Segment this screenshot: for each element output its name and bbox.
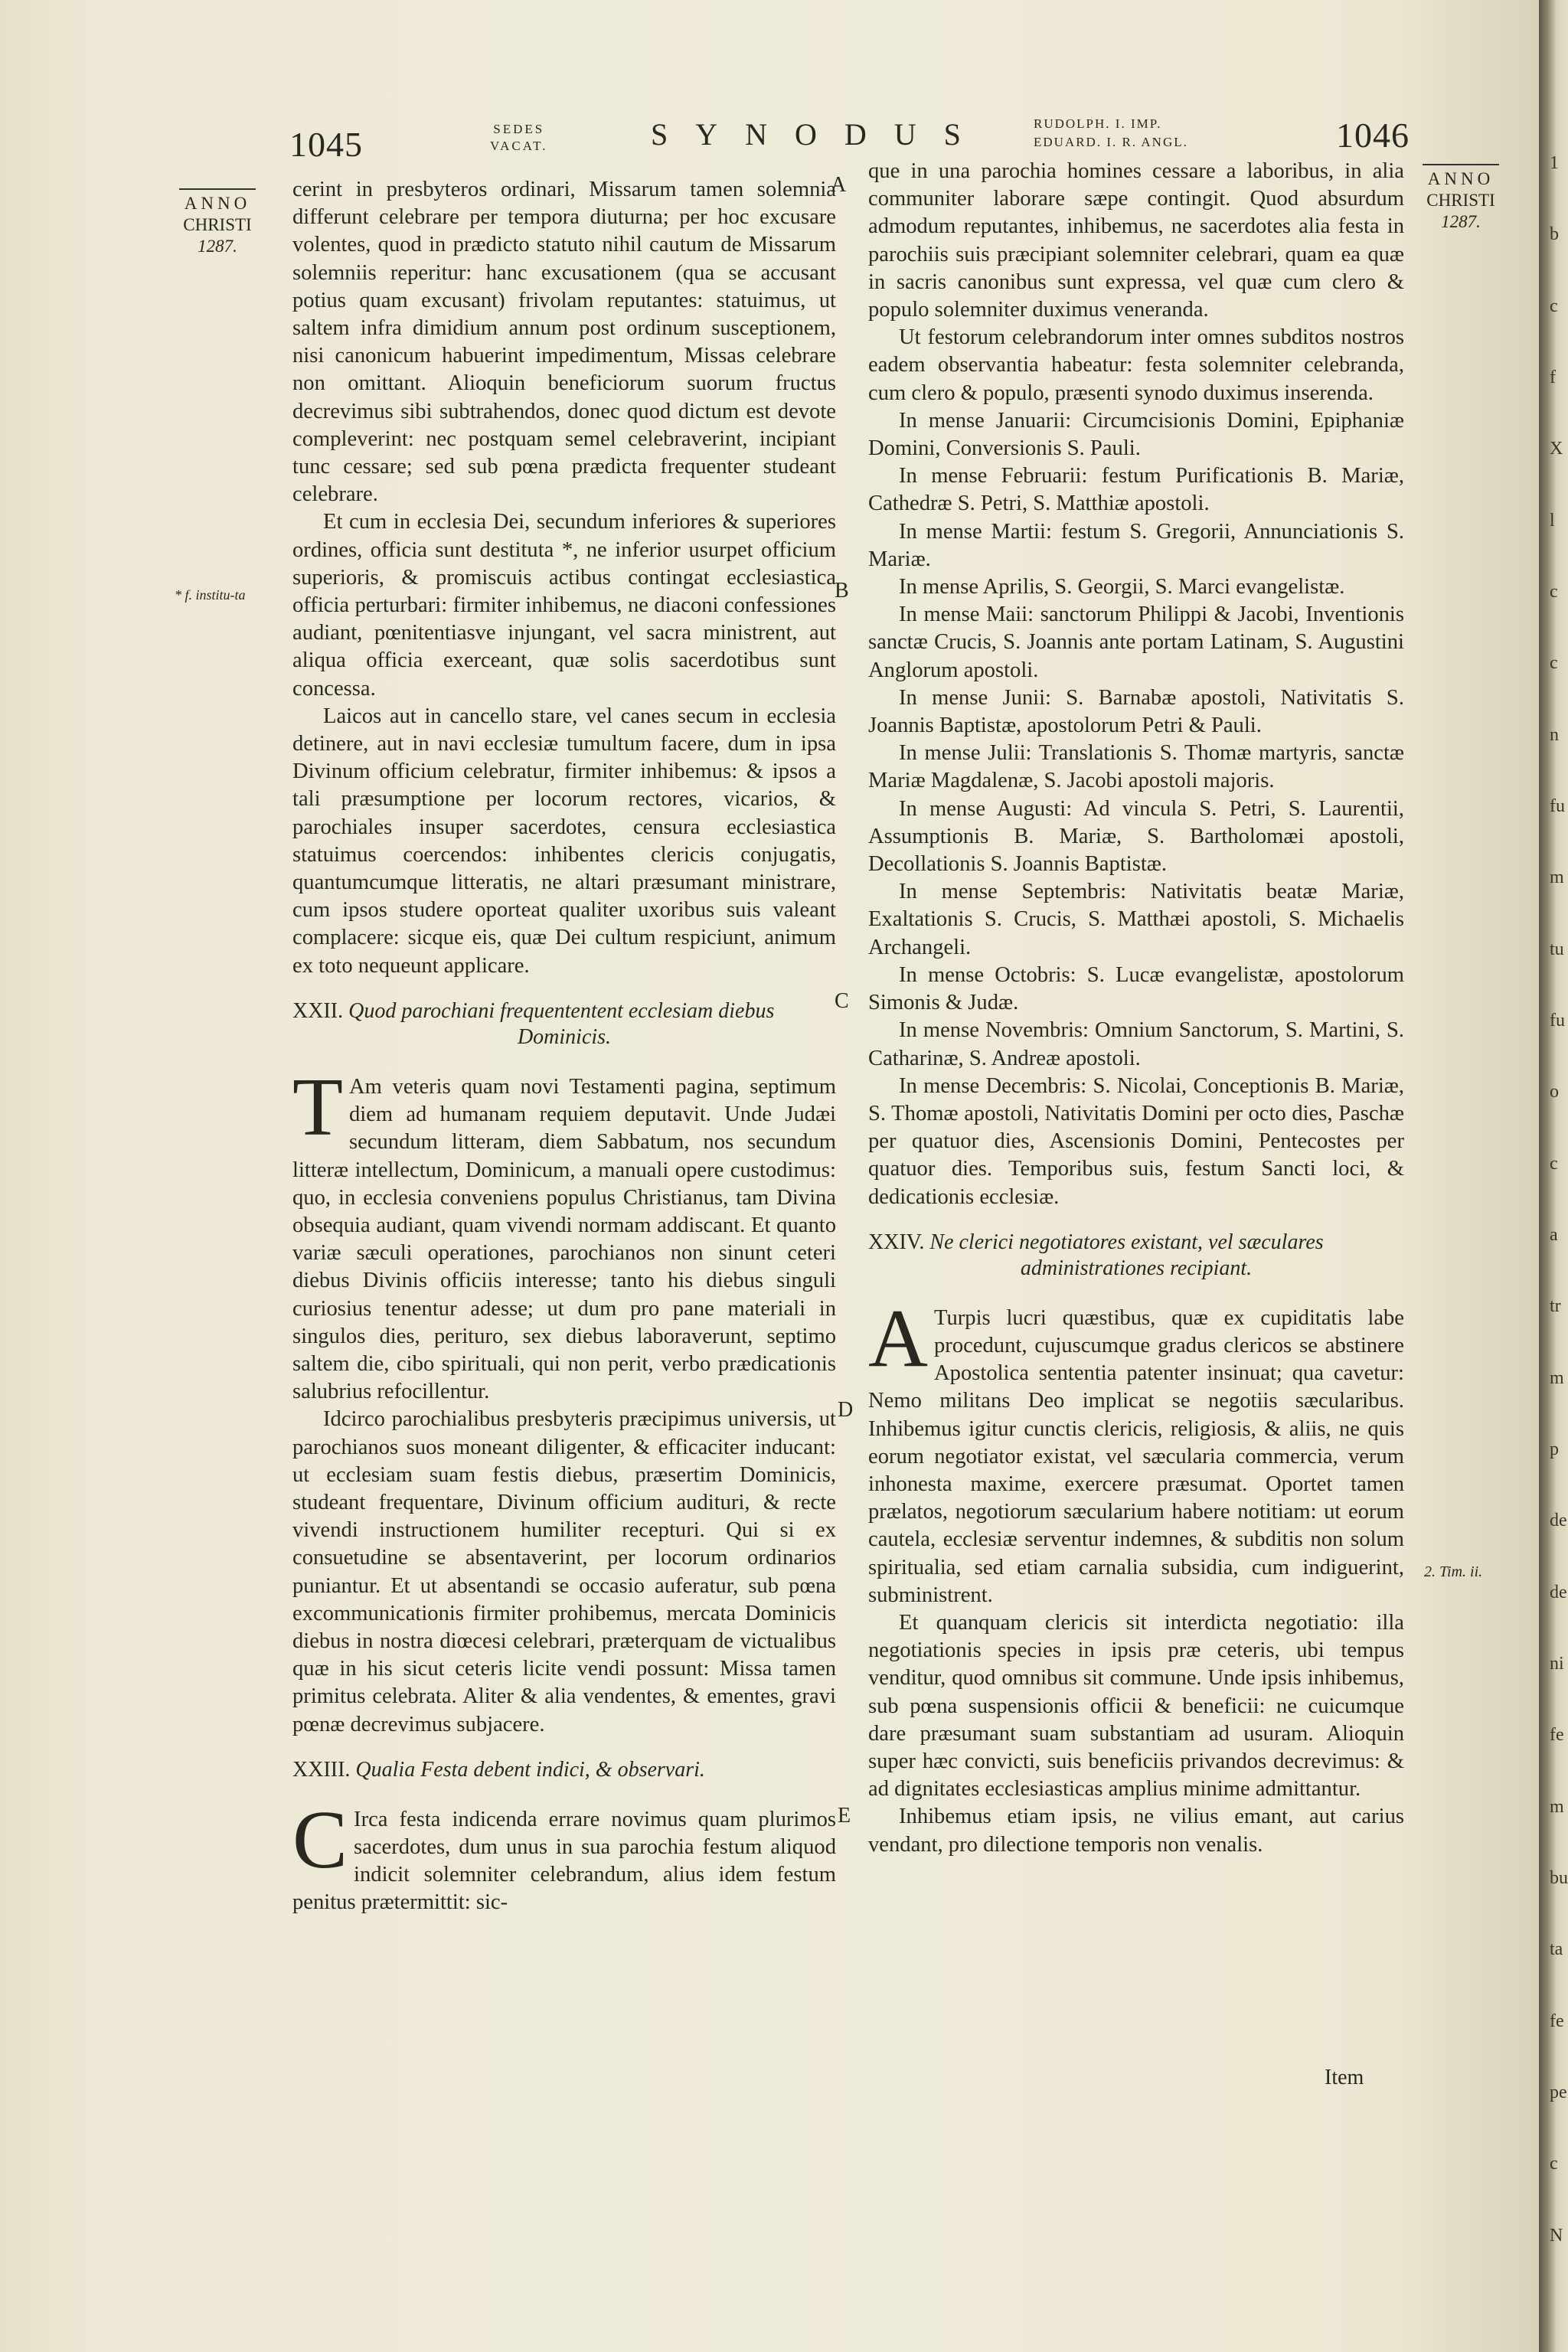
next-page-fragment: tr — [1550, 1296, 1561, 1317]
next-page-fragment: m — [1550, 1796, 1564, 1817]
anno-christi-left — [179, 188, 256, 257]
paragraph-turpis — [868, 1292, 1404, 1609]
chapter-title-line1: Quod parochiani frequententent ecclesiam diebus — [348, 998, 775, 1023]
next-page-fragment: N — [1550, 2225, 1563, 2246]
next-page-fragment: n — [1550, 724, 1559, 745]
sede-line2: VACAT. — [490, 139, 548, 153]
margin-note-institu: * f. institu-ta — [175, 587, 246, 603]
section-marker-d: D — [838, 1398, 854, 1422]
next-page-fragment: X — [1550, 439, 1563, 459]
anno-label: ANNO — [184, 194, 251, 213]
feast-month-june: In mense Junii: S. Barnabæ apostoli, Nativitatis S. Joannis Baptistæ, apostolorum Petri & Pauli. — [868, 685, 1404, 738]
next-page-fragment: c — [1550, 1153, 1558, 1174]
running-head-sede — [490, 121, 547, 175]
feast-month-january: In mense Januarii: Circumcisionis Domini, Epiphaniæ Domini, Conversionis S. Pauli. — [868, 408, 1404, 461]
next-page-fragment: ta — [1550, 1939, 1563, 1960]
section-marker-b: B — [835, 579, 849, 603]
drop-cap: C — [292, 1794, 348, 1886]
right-column — [868, 158, 1404, 1859]
next-page-fragment: c — [1550, 2154, 1558, 2174]
running-head-right-line2: EDUARD. I. R. ANGL. — [1034, 135, 1188, 149]
next-page-fragment: fu — [1550, 1011, 1565, 1031]
anno-label: ANNO — [1427, 169, 1494, 188]
chapter-number: XXIV. — [868, 1230, 925, 1254]
section-marker-a: A — [831, 173, 847, 197]
feast-month-october: In mense Octobris: S. Lucæ evangelistæ, apostolorum Simonis & Judæ. — [868, 962, 1404, 1015]
left-column — [292, 176, 836, 1917]
next-page-fragment: a — [1550, 1225, 1558, 1245]
feast-month-december: In mense Decembris: S. Nicolai, Conceptionis B. Mariæ, S. Thomæ apostoli, Nativitatis Domini per octo dies, Paschæ per quatuor dies, Ascensionis Domini, Pentecostes per quatuor dies. Temporibus suis, festum Sancti loci, & dedicationis ecclesiæ. — [868, 1073, 1404, 1209]
christi-label: CHRISTI — [1426, 191, 1495, 210]
paragraph-inhibemus: Inhibemus etiam ipsis, ne vilius emant, aut carius vendant, pro dilectione temporis non venalis. — [868, 1805, 1404, 1857]
feast-month-march: In mense Martii: festum S. Gregorii, Annunciationis S. Mariæ. — [868, 519, 1404, 571]
catchword: Item — [1325, 2066, 1364, 2089]
next-page-fragment: b — [1550, 224, 1559, 245]
feast-month-august: In mense Augusti: Ad vincula S. Petri, S. Laurentii, Assumptionis B. Mariæ, S. Bartholomæi apostoli, Decollationis S. Joannis Baptistæ. — [868, 796, 1404, 877]
next-page-fragment: de — [1550, 1582, 1567, 1602]
chapter-title-line2: Dominicis. — [517, 1024, 612, 1049]
next-page-fragment: de — [1550, 1511, 1567, 1531]
paragraph-negotiatio: Et quanquam clericis sit interdicta negotiatio: illa negotiationis species in ipsis præ ceteris, ubi tempus venditur, quod omnibus sit commune. Unde ipsis inhibemus, sub pœna suspensionis officii & beneficii: ne cuicumque dare præsumant suam substantiam ad usuram. Alioquin super hæc convicti, suis beneficiis privandos decrevimus: & ad dignitates ecclesiasticas amplius minime admittantur. — [868, 1610, 1404, 1802]
drop-cap: T — [292, 1061, 343, 1153]
next-page-fragment: bu — [1550, 1868, 1568, 1888]
running-head-title: SYNODUS — [651, 117, 988, 152]
chapter-title-line1: Ne clerici negotiatores existant, vel sæculares — [929, 1230, 1324, 1254]
next-page-fragment: o — [1550, 1082, 1559, 1102]
sede-line1: SEDES — [493, 122, 545, 136]
next-page-edge — [1539, 0, 1568, 2352]
next-page-fragment: 1 — [1550, 153, 1559, 173]
feast-month-july: In mense Julii: Translationis S. Thomæ martyris, sanctæ Mariæ Magdalenæ, S. Jacobi apostoli majoris. — [868, 741, 1404, 793]
chapter-heading-xxiv — [868, 1230, 1404, 1282]
next-page-fragment: c — [1550, 582, 1558, 602]
feast-month-february: In mense Februarii: festum Purificationis B. Mariæ, Cathedræ S. Petri, S. Matthiæ apostoli. — [868, 464, 1404, 516]
anno-christi-right — [1423, 164, 1499, 233]
paragraph-laicos: Laicos aut in cancello stare, vel canes secum in ecclesia detinere, aut in navi ecclesiæ tumultum facere, dum in ipsa Divinum officium celebratur, firmiter inhibemus: & ipsos a tali præsumptione per locorum rectores, vicarios, & parochiales insuper sacerdotes, censura ecclesiastica statuimus coercendos: inhibentes clericis conjugatis, quantumcumque litteratis, ne altari præsumant ministrare, cum ipsos studere oporteat qualiter uxoribus suis valeant complacere: sicque eis, quæ Dei cultum respiciunt, animum ex toto nequeunt applicare. — [292, 704, 836, 978]
next-page-fragment: c — [1550, 653, 1558, 674]
next-page-fragment: fe — [1550, 2011, 1564, 2031]
next-page-fragment: ni — [1550, 1654, 1564, 1674]
next-page-fragment: p — [1550, 1439, 1559, 1459]
paragraph-veteris-text: Am veteris quam novi Testamenti pagina, septimum diem ad humanam requiem deputavit. Unde Judæi secundum litteram, diem Sabbatum, nos secundum litteræ intellectum, Dominicum, a manuali opere custodimus: quo, in ecclesia conveniens populus Christianus, tam Divina obsequia audiant, quam vivendi normam addiscant. Et quanto variæ sæculi operationes, parochianos non sinunt ceteri diebus Divinis officiis interesse; tanto his diebus singuli curiosius tenentur adesse; ut dum pro pane materiali in singulos dies, perituro, sex diebus laboraverunt, septimo saltem die, cibo spirituali, qui non perit, verbo prædicationis salubrius refocillentur. — [292, 1074, 836, 1404]
chapter-number: XXIII. — [292, 1757, 351, 1782]
year-label: 1287. — [1441, 212, 1481, 231]
feast-month-november: In mense Novembris: Omnium Sanctorum, S. Martini, S. Catharinæ, S. Andreæ apostoli. — [868, 1018, 1404, 1070]
feast-month-april: In mense Aprilis, S. Georgii, S. Marci evangelistæ. — [899, 575, 1345, 599]
paragraph-ordines: Et cum in ecclesia Dei, secundum inferiores & superiores ordines, officia sunt destituta *, ne inferior usurpet officium superioris, & promiscuis actibus contingat ecclesiastica officia perturbari: firmiter inhibemus, ne diaconi confessiones audiant, pœnitentiasve injungant, vel sacra ministrent, aut aliqua officia exerceant, quæ solis sacerdotibus sunt concessa. — [292, 510, 836, 701]
paragraph-idcirco: Idcirco parochialibus presbyteris præcipimus universis, ut parochianos suos moneant diligenter, & efficaciter inducant: ut ecclesiam suam festis diebus, præsertim Dominicis, studeant frequentare, Divinum officium audituri, & recte vivendi instructionem humiliter recepturi. Qui si ex consuetudine se absentaverint, per locorum ordinarios puniantur. Et ut absentandi se occasio auferatur, sub pœna excommunicationis firmiter prohibemus, mercata Dominicis diebus in nostra diœcesi celebrari, præterquam de victualibus quæ in his sicut ceteris licite vendi possunt: Missa tamen primitus celebrata. Aliter & alia vendentes, & ementes, gravi pœnæ decrevimus subjacere. — [292, 1407, 836, 1736]
running-head-right-line1: RUDOLPH. I. IMP. — [1034, 116, 1162, 131]
next-page-fragment: f — [1550, 368, 1556, 387]
paragraph-festorum: Ut festorum celebrandorum inter omnes subditos nostros eadem observantia habeatur: festa solemniter celebranda, cum clero & populo, præsenti synodo duximus inserenda. — [868, 325, 1404, 405]
paragraph-turpis-text: Turpis lucri quæstibus, quæ ex cupiditatis labe procedunt, cujuscumque gradus clericos se abstinere Apostolica sententia patenter insinuat; qua cavetur: Nemo militans Deo implicat se negotiis sæcularibus. Inhibemus igitur cunctis clericis, religiosis, & aliis, ne quis eorum negotiator existat, vel sæcularia commercia, verum inhonesta maxime, exercere præsumat. Oportet tamen prælatos, negotiorum sæcularium habere notitiam: ut eorum cautela, ecclesiæ serventur indemnes, & subditis non solum spiritualia, sed etiam carnalia subsidia, cum indiguerint, subministrent. — [868, 1305, 1404, 1607]
drop-cap: A — [868, 1292, 928, 1384]
section-marker-e: E — [838, 1804, 851, 1828]
chapter-number: XXII. — [292, 998, 344, 1023]
year-label: 1287. — [198, 237, 237, 256]
chapter-heading-xxii — [292, 998, 836, 1050]
next-page-fragment: c — [1550, 296, 1558, 316]
next-page-fragment: pe — [1550, 2082, 1567, 2102]
feast-month-may: In mense Maii: sanctorum Philippi & Jacobi, Inventionis sanctæ Crucis, S. Joannis ante portam Latinam, S. Augustini Anglorum apostoli. — [868, 603, 1404, 682]
page-number-right: 1046 — [1336, 116, 1410, 155]
feast-month-september: In mense Septembris: Nativitatis beatæ Mariæ, Exaltationis S. Crucis, S. Matthæi apostoli, S. Michaelis Archangeli. — [868, 880, 1404, 959]
paragraph-parochia: que in una parochia homines cessare a laboribus, in alia communiter laborare sæpe contingit. Quod absurdum admodum reputantes, inhibemus, ne sacerdotes alia festa in parochiis suis præcipiant solemniter celebrari, quam ea quæ in sacris canonibus sunt expressa, vel quæ cum clero & populo solemniter duximus veneranda. — [868, 159, 1404, 322]
chapter-heading-xxiii — [292, 1757, 836, 1783]
section-marker-c: C — [835, 989, 849, 1013]
next-page-fragment: m — [1550, 867, 1564, 888]
next-page-fragment: fe — [1550, 1725, 1564, 1746]
next-page-fragment: l — [1550, 510, 1555, 531]
next-page-fragment: m — [1550, 1367, 1564, 1388]
paragraph-veteris — [292, 1061, 836, 1406]
chapter-title: Qualia Festa debent indici, & observari. — [355, 1757, 705, 1782]
margin-note-timothy: 2. Tim. ii. — [1424, 1563, 1483, 1580]
paragraph-circa — [292, 1794, 836, 1917]
christi-label: CHRISTI — [183, 215, 252, 234]
next-page-fragment: tu — [1550, 939, 1564, 959]
chapter-title-line2: administrationes recipiant. — [1020, 1256, 1253, 1280]
next-page-fragment: fu — [1550, 796, 1565, 816]
paragraph-missarum: cerint in presbyteros ordinari, Missarum tamen solemnia differunt celebrare per tempora diuturna; per hoc excusare volentes, quod in prædicto statuto nihil cautum de Missarum solemniis reperitur: hanc excusationem (qua se accusant potius quam excusant) frivolam reputantes: statuimus, ut saltem infra dimidium annum post ordinum susceptionem, nisi canonicum habuerint impedimentum, Missas celebrare non omittant. Alioquin beneficiorum suorum fructus decrevimus sibi subtrahendos, donec quod dictum est devote compleverint: nec postquam semel celebraverint, incipiant tunc cessare; sed sub pœna prædicta frequenter studeant celebrare. — [292, 178, 836, 507]
paragraph-circa-text: Irca festa indicenda errare novimus quam plurimos sacerdotes, dum unus in sua parochia festum aliquod indicit solemniter celebrandum, alius idem festum penitus prætermittit: sic- — [292, 1807, 836, 1915]
page-number-left: 1045 — [289, 125, 363, 164]
